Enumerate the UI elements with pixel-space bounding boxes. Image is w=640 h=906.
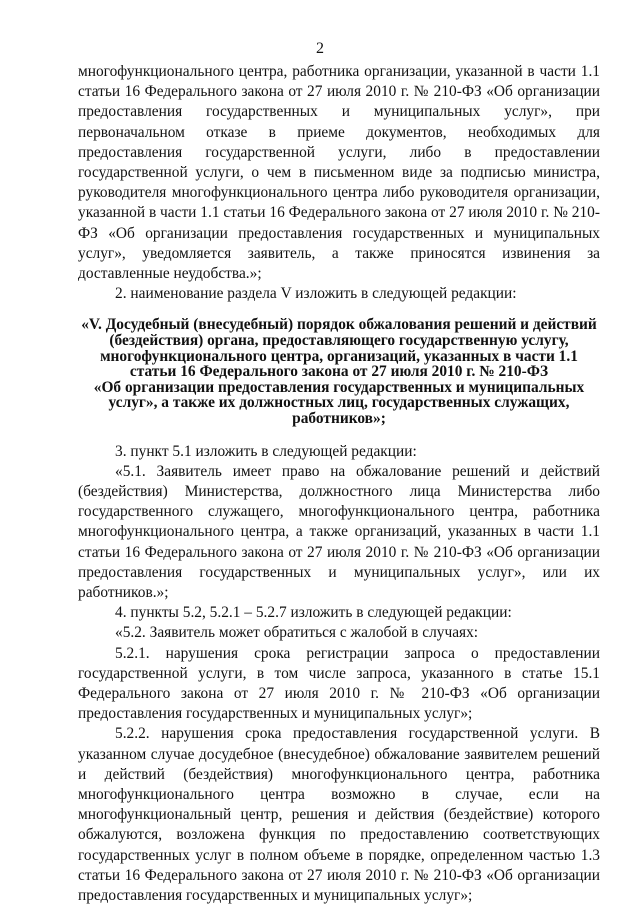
section-v-heading [78,317,600,426]
paragraph-5-1: «5.1. Заявитель имеет право на обжалование решений и действий (бездействия) Министерства, должностного лица Министерства либо государственного служащего, многофункционального центра, работника многофункционального центра, а также организаций, указанных в части 1.1 статьи 16 Федерального закона от 27 июля 2010 г. № 210-ФЗ «Об организации предоставления государственных и муниципальных услуг», или их работников.»; [78,462,600,602]
paragraph-item-3: 3. пункт 5.1 изложить в следующей редакции: [115,442,417,460]
heading-line: статьи 16 Федерального закона от 27 июля 2010 г. № 210-ФЗ [129,363,549,381]
paragraph-continuation: многофункционального центра, работника организации, указанной в части 1.1 статьи 16 Федерального закона от 27 июля 2010 г. № 210-ФЗ «Об организации предоставления государственных и муниципальных услуг», при первоначальном отказе в приеме документов, необходимых для предоставления государственной услуги, либо в предоставлении государственной услуги, о чем в письменном виде за подписью министра, руководителя многофункционального центра либо руководителя организации, указанной в части 1.1 статьи 16 Федерального закона от 27 июля 2010 г. № 210-ФЗ «Об организации предоставления государственных и муниципальных услуг», уведомляется заявитель, а также приносятся извинения за доставленные неудобства.»; [78,63,600,283]
document-body [78,62,600,906]
heading-line: «V. Досудебный (внесудебный) порядок обжалования решений и действий [81,316,597,334]
heading-line: «Об организации предоставления государственных и муниципальных [93,378,585,396]
paragraph-5-2-1: 5.2.1. нарушения срока регистрации запроса о предоставлении государственной услуги, в том числе запроса, указанного в статье 15.1 Федерального закона от 27 июля 2010 г. № 210-ФЗ «Об организации предоставления государственных и муниципальных услуг»; [78,644,600,723]
page-number: 2 [316,40,324,57]
heading-line: услуг», а также их должностных лиц, государственных служащих, [108,394,570,412]
paragraph-5-2: «5.2. Заявитель может обратиться с жалобой в случаях: [115,624,479,642]
heading-line: работников»; [292,410,386,427]
paragraph-5-2-2: 5.2.2. нарушения срока предоставления государственной услуги. В указанном случае досудебное (внесудебное) обжалование заявителем решений и действий (бездействия) многофункционального центра, работника многофункционального центра возможно в случае, если на многофункциональный центр, решения и действия (бездействие) которого обжалуются, возложена функция по предоставлению соответствующих государственных услуг в полном объеме в порядке, определенном частью 1.3 статьи 16 Федерального закона от 27 июля 2010 г. № 210-ФЗ «Об организации предоставления государственных и муниципальных услуг»; [78,725,600,905]
paragraph-item-2: 2. наименование раздела V изложить в следующей редакции: [115,285,517,303]
heading-line: многофункционального центра, организаций, указанных в части 1.1 [100,347,578,365]
heading-line: (бездействия) органа, предоставляющего государственную услугу, [109,332,569,350]
paragraph-item-4: 4. пункты 5.2, 5.2.1 – 5.2.7 изложить в следующей редакции: [115,604,512,622]
